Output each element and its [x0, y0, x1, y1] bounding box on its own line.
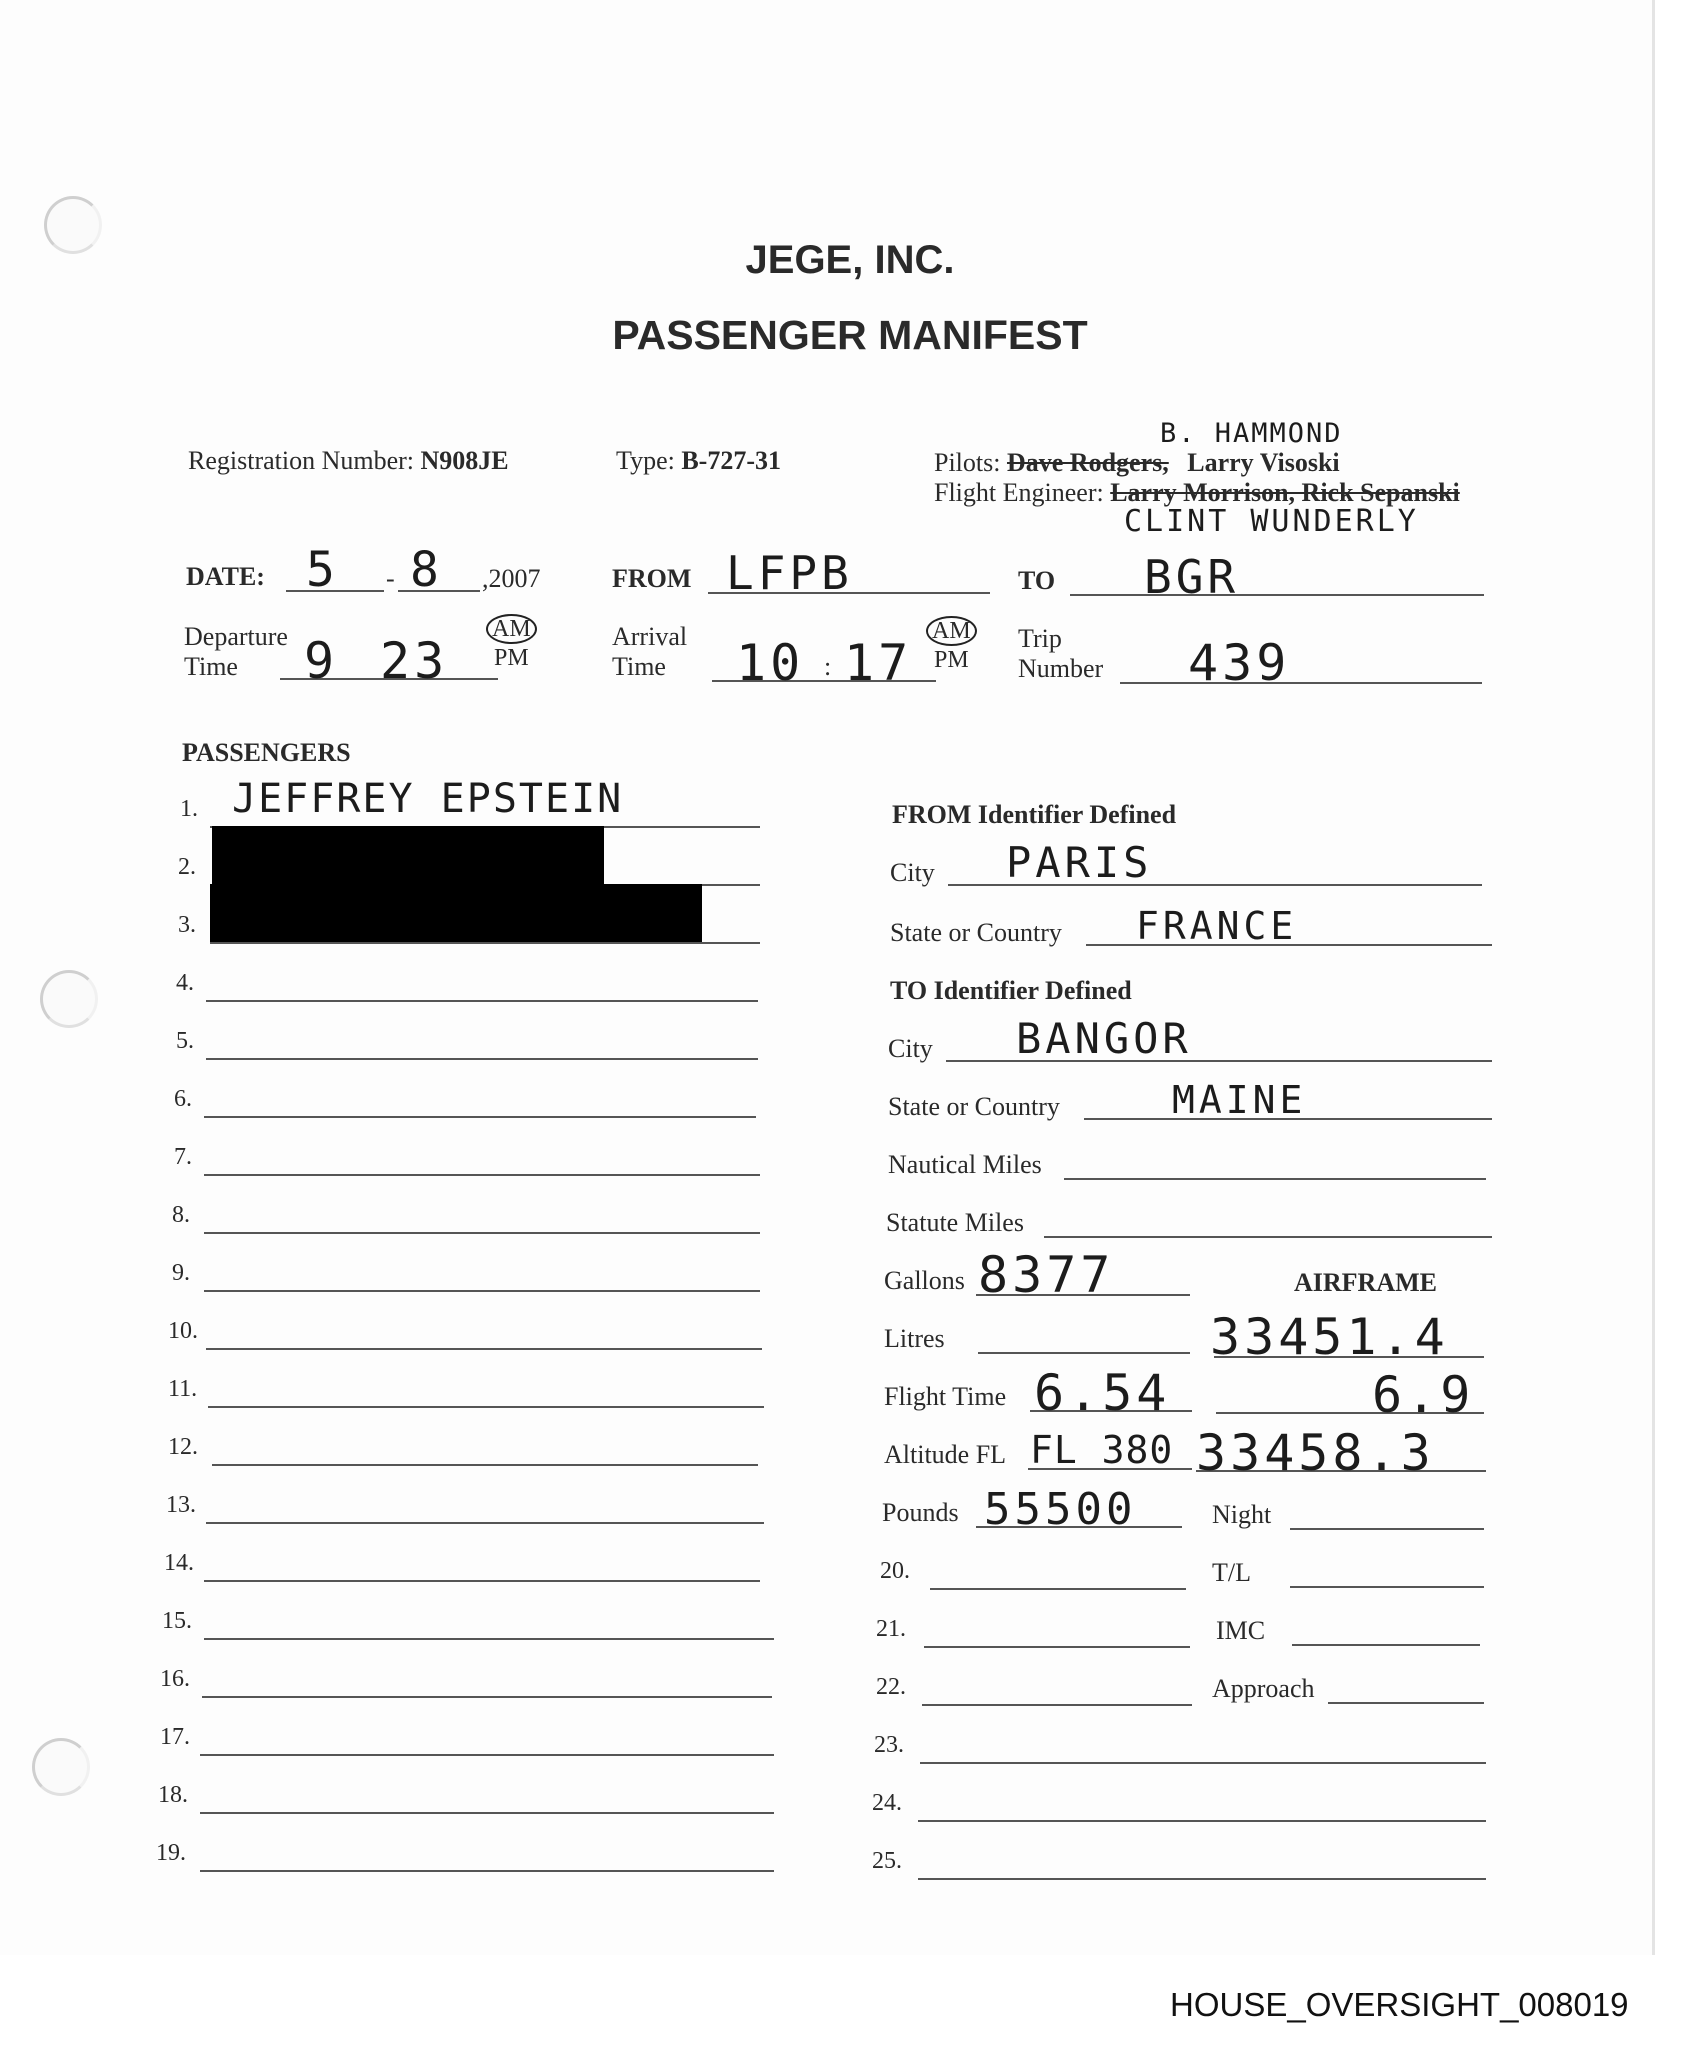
from-city-value: PARIS	[1006, 838, 1153, 887]
date-month: 5	[306, 542, 339, 598]
statute-miles-label: Statute Miles	[886, 1208, 1024, 1237]
registration-row	[188, 446, 509, 476]
passenger-line	[206, 1348, 762, 1350]
passenger-name: JEFFREY EPSTEIN	[232, 776, 624, 822]
passenger-number: 11.	[168, 1376, 198, 1402]
arrival-colon: :	[824, 652, 832, 681]
flight-engineer-struck-names: Larry Morrison, Rick Sepanski	[1110, 478, 1460, 507]
to-city-label: City	[888, 1034, 933, 1063]
passenger-line	[204, 1116, 756, 1118]
departure-minute: 23	[380, 632, 449, 690]
passenger-line	[200, 1812, 774, 1814]
passenger-line	[202, 1696, 772, 1698]
passenger-number: 13.	[166, 1492, 196, 1518]
row-number: 21.	[876, 1616, 906, 1642]
to-state-value: MAINE	[1172, 1078, 1307, 1122]
arrival-minute: 17	[844, 634, 913, 692]
row-line	[922, 1704, 1192, 1706]
passenger-number: 4.	[176, 970, 194, 996]
pilot-struck-name: Dave Rodgers,	[1006, 448, 1169, 477]
passenger-number: 15.	[162, 1608, 192, 1634]
airframe-heading: AIRFRAME	[1294, 1268, 1437, 1297]
passenger-line	[204, 1174, 760, 1176]
passenger-line	[200, 1754, 774, 1756]
passenger-line	[204, 1290, 760, 1292]
row-line	[918, 1878, 1486, 1880]
redaction-bar	[212, 826, 604, 884]
row-number: 22.	[876, 1674, 906, 1700]
departure-hour: 9	[304, 632, 339, 690]
pilots-label: Pilots:	[934, 448, 1001, 477]
passenger-number: 17.	[160, 1724, 190, 1750]
registration-value: N908JE	[420, 446, 509, 475]
gallons-label: Gallons	[884, 1266, 965, 1295]
imc-label: IMC	[1216, 1616, 1266, 1645]
statute-miles-line	[1044, 1236, 1492, 1238]
pilot-name: Larry Visoski	[1187, 448, 1340, 477]
type-row	[616, 446, 781, 476]
passenger-line	[208, 1406, 764, 1408]
gallons-value: 8377	[978, 1246, 1115, 1304]
flight-time-label: Flight Time	[884, 1382, 1007, 1411]
passenger-number: 6.	[174, 1086, 192, 1112]
to-label: TO	[1018, 566, 1056, 595]
passenger-line	[206, 1058, 758, 1060]
passenger-line	[204, 1580, 760, 1582]
form-title: PASSENGER MANIFEST	[612, 312, 1088, 358]
binder-hole-bottom	[32, 1738, 90, 1796]
altitude-airframe-value: 33458.3	[1196, 1424, 1435, 1482]
approach-line	[1328, 1702, 1484, 1704]
passenger-number: 8.	[172, 1202, 190, 1228]
litres-line	[978, 1352, 1190, 1354]
from-state-label: State or Country	[890, 918, 1062, 947]
company-name: JEGE, INC.	[745, 238, 955, 282]
passenger-number: 5.	[176, 1028, 194, 1054]
litres-airframe-value: 33451.4	[1210, 1308, 1449, 1366]
departure-am-circled: AM	[486, 614, 537, 644]
passengers-heading: PASSENGERS	[182, 738, 351, 767]
flight-time-value: 6.54	[1034, 1364, 1171, 1422]
passenger-number: 1.	[180, 796, 198, 822]
night-line	[1290, 1528, 1484, 1530]
passenger-line	[204, 1232, 760, 1234]
arrival-ampm	[926, 616, 977, 674]
tl-line	[1290, 1586, 1484, 1588]
trip-number-line	[1120, 682, 1482, 684]
nautical-miles-label: Nautical Miles	[888, 1150, 1042, 1179]
passenger-number: 18.	[158, 1782, 188, 1808]
row-line	[924, 1646, 1190, 1648]
passenger-number: 19.	[156, 1840, 186, 1866]
passenger-line	[204, 1638, 774, 1640]
arrival-hour: 10	[736, 634, 805, 692]
passenger-number: 9.	[172, 1260, 190, 1286]
type-label: Type:	[616, 446, 675, 475]
to-identifier-heading: TO Identifier Defined	[890, 976, 1132, 1005]
date-dash: -	[386, 564, 395, 593]
departure-ampm	[486, 614, 537, 672]
row-number: 20.	[880, 1558, 910, 1584]
row-number: 25.	[872, 1848, 902, 1874]
departure-pm: PM	[493, 645, 529, 671]
pilots-row	[934, 448, 1340, 478]
redaction-bar	[210, 884, 702, 942]
departure-time-label: Departure Time	[184, 622, 288, 681]
passenger-number: 7.	[174, 1144, 192, 1170]
pilot-handwritten-name: B. HAMMOND	[1160, 418, 1343, 449]
nautical-miles-line	[1064, 1178, 1486, 1180]
passenger-line	[210, 942, 760, 944]
row-line	[918, 1820, 1486, 1822]
flight-engineer-handwritten-name: CLINT WUNDERLY	[1124, 504, 1419, 539]
row-number: 24.	[872, 1790, 902, 1816]
from-state-value: FRANCE	[1136, 904, 1298, 948]
to-value: BGR	[1144, 550, 1240, 604]
type-value: B-727-31	[681, 446, 782, 475]
pounds-label: Pounds	[882, 1498, 959, 1527]
passenger-number: 12.	[168, 1434, 198, 1460]
passenger-line	[206, 1000, 758, 1002]
passenger-number: 14.	[164, 1550, 194, 1576]
from-label: FROM	[612, 564, 692, 593]
date-label: DATE:	[186, 562, 265, 591]
to-city-value: BANGOR	[1016, 1014, 1192, 1063]
imc-line	[1292, 1644, 1480, 1646]
pounds-value: 55500	[984, 1484, 1137, 1535]
passenger-line	[200, 1870, 774, 1872]
binder-hole-middle	[40, 970, 98, 1028]
altitude-label: Altitude FL	[884, 1440, 1007, 1469]
trip-number-value: 439	[1188, 634, 1291, 692]
from-identifier-heading: FROM Identifier Defined	[892, 800, 1177, 829]
row-line	[920, 1762, 1486, 1764]
passenger-number: 10.	[168, 1318, 198, 1344]
arrival-pm: PM	[933, 647, 969, 673]
flight-time-airframe-value: 6.9	[1372, 1366, 1475, 1424]
from-value: LFPB	[726, 546, 853, 600]
to-line	[1070, 594, 1484, 596]
date-day: 8	[410, 542, 443, 598]
registration-label: Registration Number:	[188, 446, 415, 475]
arrival-am-circled: AM	[926, 616, 977, 646]
arrival-time-label: Arrival Time	[612, 622, 688, 681]
from-city-label: City	[890, 858, 935, 887]
row-line	[930, 1588, 1186, 1590]
passenger-number: 3.	[178, 912, 196, 938]
date-year: ,2007	[482, 564, 541, 593]
document-id-footer: HOUSE_OVERSIGHT_008019	[1170, 1986, 1629, 2023]
approach-label: Approach	[1212, 1674, 1315, 1703]
row-number: 23.	[874, 1732, 904, 1758]
passenger-line	[212, 1464, 758, 1466]
flight-engineer-label: Flight Engineer:	[934, 478, 1104, 507]
tl-label: T/L	[1212, 1558, 1251, 1587]
trip-number-label: Trip Number	[1018, 624, 1104, 683]
passenger-number: 16.	[160, 1666, 190, 1692]
litres-label: Litres	[884, 1324, 945, 1353]
passenger-number: 2.	[178, 854, 196, 880]
night-label: Night	[1212, 1500, 1272, 1529]
passenger-line	[206, 1522, 764, 1524]
to-state-label: State or Country	[888, 1092, 1060, 1121]
altitude-value: FL 380	[1030, 1428, 1174, 1472]
